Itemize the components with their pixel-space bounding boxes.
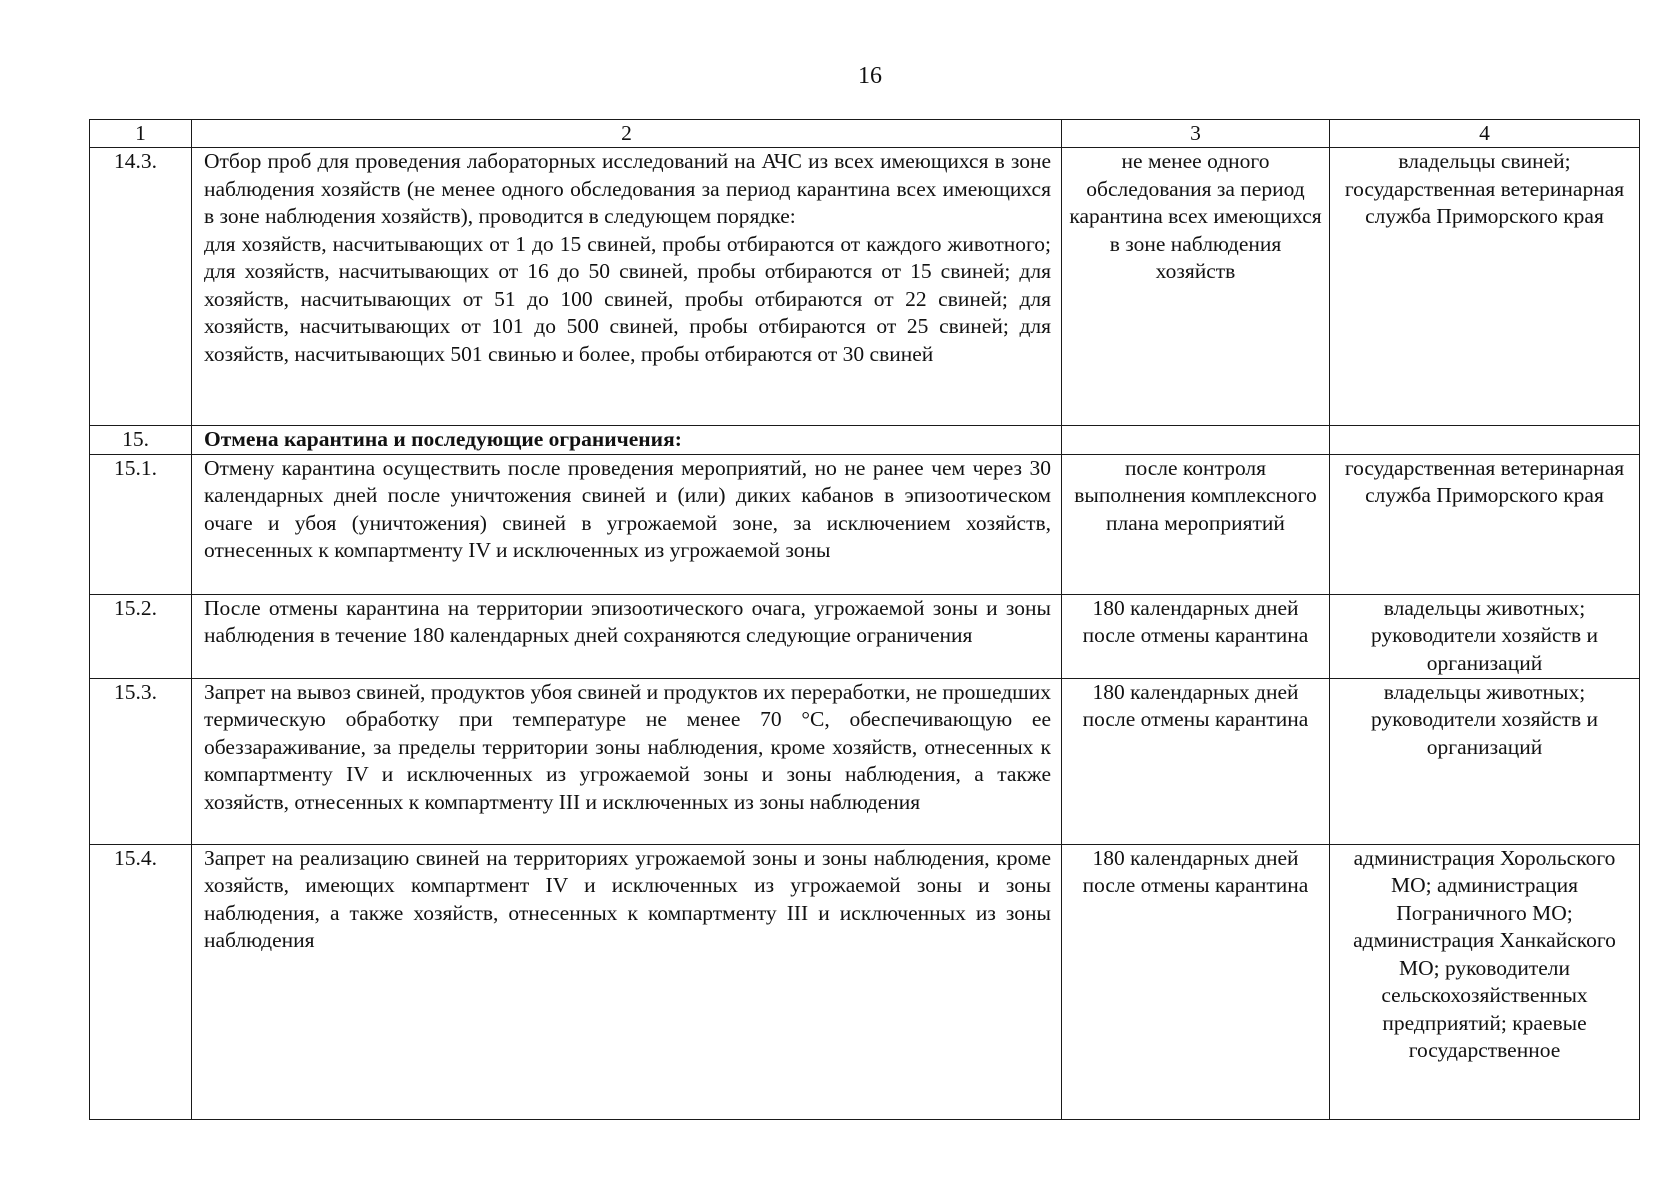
row-responsible: государственная ветеринарная служба Приморского края [1330, 454, 1640, 594]
description-paragraph: для хозяйств, насчитывающих от 1 до 15 свиней, пробы отбираются от каждого животного; для хозяйств, насчитывающих от 16 до 50 свиней, пробы отбираются от 15 свиней; для хозяйств, насчитывающих от 51 до 100 свиней, пробы отбираются от 22 свиней; для хозяйств, насчитывающих от 101 до 500 свиней, пробы отбираются от 25 свиней; для хозяйств, насчитывающих 501 свинью и более, пробы отбираются от 30 свиней [204, 231, 1051, 366]
row-description: Отмену карантина осуществить после проведения мероприятий, но не ранее чем через 30 календарных дней после уничтожения свиней и (или) диких кабанов в эпизоотическом очаге и убоя (уничтожения) свиней в угрожаемой зоне, за исключением хозяйств, отнесенных к компартменту IV и исключенных из угрожаемой зоны [192, 454, 1062, 594]
table-row [90, 594, 1640, 678]
row-number: 15.2. [90, 594, 192, 678]
measures-table [89, 119, 1640, 1120]
row-term: 180 календарных дней после отмены карантина [1062, 844, 1330, 1119]
row-term: после контроля выполнения комплексного плана мероприятий [1062, 454, 1330, 594]
row-term: 180 календарных дней после отмены карантина [1062, 594, 1330, 678]
row-term [1062, 426, 1330, 455]
row-description: Запрет на вывоз свиней, продуктов убоя свиней и продуктов их переработки, не прошедших термическую обработку при температуре не менее 70 °С, обеспечивающую ее обеззараживание, за пределы территории зоны наблюдения, кроме хозяйств, отнесенных к компартменту IV и исключенных из угрожаемой зоны и зоны наблюдения, а также хозяйств, отнесенных к компартменту III и исключенных из зоны наблюдения [192, 678, 1062, 844]
row-responsible: владельцы животных; руководители хозяйств и организаций [1330, 594, 1640, 678]
table-row [90, 678, 1640, 844]
header-cell: 4 [1330, 120, 1640, 148]
description-paragraph: Отбор проб для проведения лабораторных исследований на АЧС из всех имеющихся в зоне наблюдения хозяйств (не менее одного обследования за период карантина всех имеющихся в зоне наблюдения хозяйств), проводится в следующем порядке: [204, 149, 1051, 228]
page-number: 16 [858, 63, 882, 89]
row-number: 15.4. [90, 844, 192, 1119]
responsible-text-clip: администрация Хорольского МО; администрация Пограничного МО; администрация Ханкайского МО; руководители сельскохозяйственных предприятий; краевые государственное [1353, 845, 1616, 1062]
table-row [90, 844, 1640, 1119]
row-number: 15.3. [90, 678, 192, 844]
row-responsible [1330, 844, 1640, 1119]
row-number: 14.3. [90, 148, 192, 426]
row-description [192, 148, 1062, 426]
row-responsible [1330, 426, 1640, 455]
row-description: Запрет на реализацию свиней на территориях угрожаемой зоны и зоны наблюдения, кроме хозяйств, имеющих компартмент IV и исключенных из угрожаемой зоны и зоны наблюдения, а также хозяйств, отнесенных к компартменту III и исключенных из зоны наблюдения [192, 844, 1062, 1119]
table-header-row [90, 120, 1640, 148]
header-cell: 3 [1062, 120, 1330, 148]
table-row [90, 426, 1640, 455]
table-row [90, 454, 1640, 594]
table-row [90, 148, 1640, 426]
row-description: После отмены карантина на территории эпизоотического очага, угрожаемой зоны и зоны наблюдения в течение 180 календарных дней сохраняются следующие ограничения [192, 594, 1062, 678]
row-responsible: владельцы животных; руководители хозяйств и организаций [1330, 678, 1640, 844]
row-responsible: владельцы свиней; государственная ветеринарная служба Приморского края [1330, 148, 1640, 426]
row-number: 15. [90, 426, 192, 455]
row-term: не менее одного обследования за период карантина всех имеющихся в зоне наблюдения хозяйств [1062, 148, 1330, 426]
header-cell: 1 [90, 120, 192, 148]
header-cell: 2 [192, 120, 1062, 148]
row-number: 15.1. [90, 454, 192, 594]
section-heading: Отмена карантина и последующие ограничения: [192, 426, 1062, 455]
row-term: 180 календарных дней после отмены карантина [1062, 678, 1330, 844]
